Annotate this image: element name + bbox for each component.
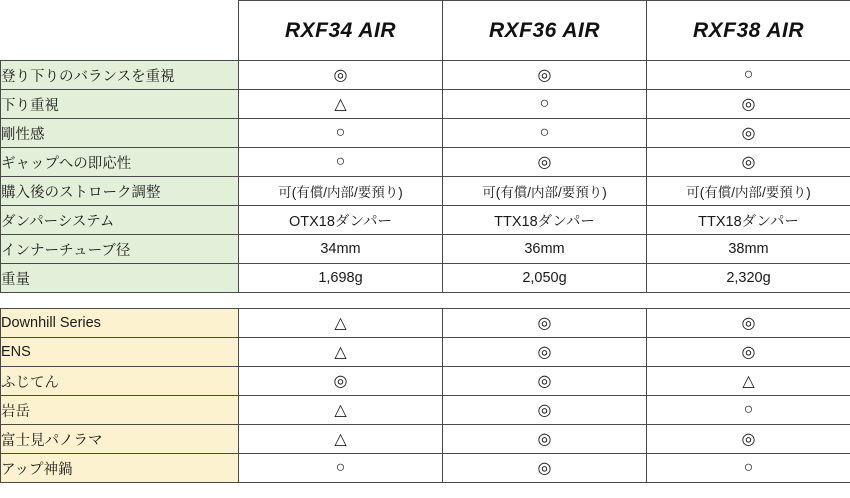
cell-ens-rxf38: ◎: [647, 338, 850, 367]
cell-weight-rxf34: 1,698g: [239, 264, 443, 293]
table-row: [1, 264, 850, 293]
row-label-fujimi-panorama: 富士見パノラマ: [1, 425, 239, 454]
cell-damper-system-rxf38: TTX18ダンパー: [647, 206, 850, 235]
table-row: [1, 235, 850, 264]
table-row: [1, 454, 850, 483]
row-label-inner-tube-diameter: インナーチューブ径: [1, 235, 239, 264]
column-header-rxf38: RXF38 AIR: [647, 1, 850, 61]
cell-gap-response-rxf36: ◎: [443, 148, 647, 177]
cell-inner-tube-diameter-rxf38: 38mm: [647, 235, 850, 264]
row-label-downhill-focus: 下り重視: [1, 90, 239, 119]
cell-stiffness-rxf38: ◎: [647, 119, 850, 148]
cell-stiffness-rxf36: ○: [443, 119, 647, 148]
cell-fujiten-rxf36: ◎: [443, 367, 647, 396]
cell-downhill-focus-rxf34: △: [239, 90, 443, 119]
cell-up-kannabe-rxf36: ◎: [443, 454, 647, 483]
cell-iwatake-rxf34: △: [239, 396, 443, 425]
row-label-stiffness: 剛性感: [1, 119, 239, 148]
row-label-balance: 登り下りのバランスを重視: [1, 61, 239, 90]
row-label-ens: ENS: [1, 338, 239, 367]
cell-downhill-series-rxf34: △: [239, 309, 443, 338]
header-corner-spacer: [1, 1, 239, 61]
cell-stroke-adjust-rxf34: 可(有償/内部/要預り): [239, 177, 443, 206]
cell-damper-system-rxf34: OTX18ダンパー: [239, 206, 443, 235]
column-header-rxf34: RXF34 AIR: [239, 1, 443, 61]
cell-downhill-series-rxf36: ◎: [443, 309, 647, 338]
cell-downhill-focus-rxf38: ◎: [647, 90, 850, 119]
cell-ens-rxf34: △: [239, 338, 443, 367]
table-row: [1, 338, 850, 367]
cell-balance-rxf36: ◎: [443, 61, 647, 90]
cell-balance-rxf34: ◎: [239, 61, 443, 90]
table-row: [1, 90, 850, 119]
table-row: [1, 396, 850, 425]
cell-fujimi-panorama-rxf38: ◎: [647, 425, 850, 454]
cell-inner-tube-diameter-rxf36: 36mm: [443, 235, 647, 264]
row-label-damper-system: ダンパーシステム: [1, 206, 239, 235]
row-label-weight: 重量: [1, 264, 239, 293]
row-label-up-kannabe: アップ神鍋: [1, 454, 239, 483]
row-label-stroke-adjust: 購入後のストローク調整: [1, 177, 239, 206]
table-row: [1, 367, 850, 396]
table-row: [1, 309, 850, 338]
table-row: [1, 177, 850, 206]
cell-fujimi-panorama-rxf34: △: [239, 425, 443, 454]
cell-balance-rxf38: ○: [647, 61, 850, 90]
cell-gap-response-rxf38: ◎: [647, 148, 850, 177]
cell-ens-rxf36: ◎: [443, 338, 647, 367]
table-row: [1, 425, 850, 454]
row-label-downhill-series: Downhill Series: [1, 309, 239, 338]
cell-iwatake-rxf38: ○: [647, 396, 850, 425]
cell-damper-system-rxf36: TTX18ダンパー: [443, 206, 647, 235]
row-label-fujiten: ふじてん: [1, 367, 239, 396]
cell-fujiten-rxf34: ◎: [239, 367, 443, 396]
column-header-rxf36: RXF36 AIR: [443, 1, 647, 61]
cell-downhill-series-rxf38: ◎: [647, 309, 850, 338]
cell-up-kannabe-rxf34: ○: [239, 454, 443, 483]
table-row: [1, 119, 850, 148]
cell-downhill-focus-rxf36: ○: [443, 90, 647, 119]
cell-weight-rxf38: 2,320g: [647, 264, 850, 293]
cell-stiffness-rxf34: ○: [239, 119, 443, 148]
block-separator: [1, 293, 850, 309]
cell-stroke-adjust-rxf38: 可(有償/内部/要預り): [647, 177, 850, 206]
cell-gap-response-rxf34: ○: [239, 148, 443, 177]
cell-fujimi-panorama-rxf36: ◎: [443, 425, 647, 454]
cell-fujiten-rxf38: △: [647, 367, 850, 396]
cell-inner-tube-diameter-rxf34: 34mm: [239, 235, 443, 264]
table-row: [1, 61, 850, 90]
cell-weight-rxf36: 2,050g: [443, 264, 647, 293]
bottom-spacer: [1, 483, 850, 495]
row-label-gap-response: ギャップへの即応性: [1, 148, 239, 177]
table-row: [1, 148, 850, 177]
cell-up-kannabe-rxf38: ○: [647, 454, 850, 483]
table-header-row: [1, 1, 850, 61]
row-label-iwatake: 岩岳: [1, 396, 239, 425]
table-row: [1, 206, 850, 235]
cell-iwatake-rxf36: ◎: [443, 396, 647, 425]
cell-stroke-adjust-rxf36: 可(有償/内部/要預り): [443, 177, 647, 206]
